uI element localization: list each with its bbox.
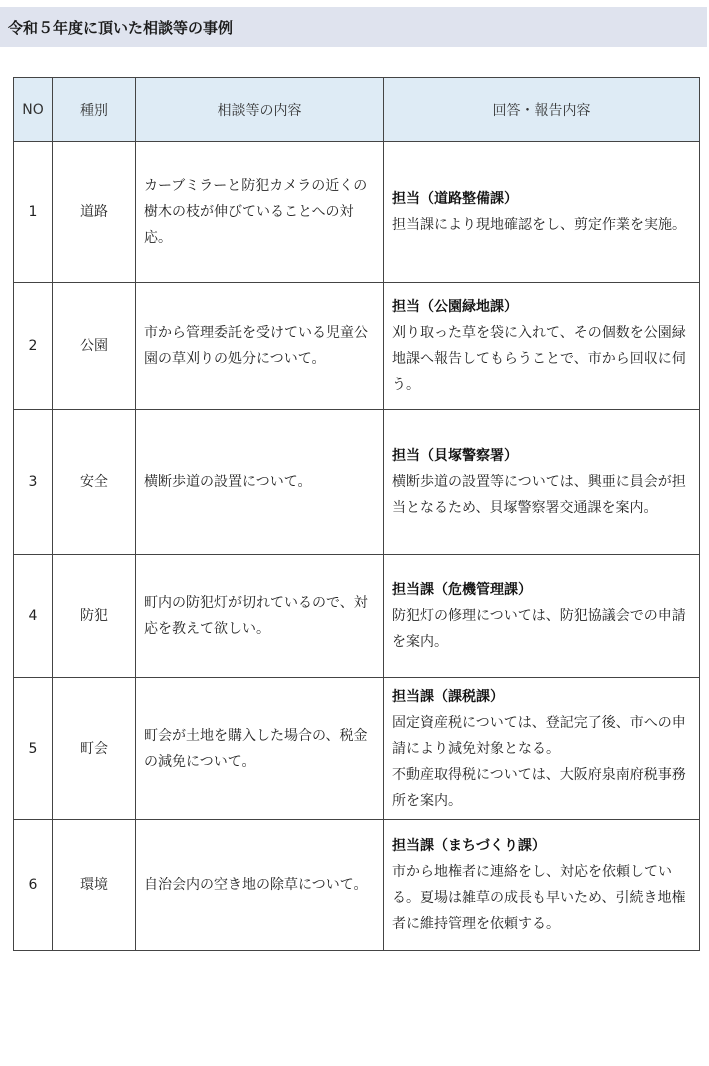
- header-no: NO: [14, 78, 53, 142]
- row-no: 6: [14, 820, 53, 951]
- table-header-row: [14, 78, 700, 142]
- row-content: 市から管理委託を受けている児童公園の草刈りの処分について。: [136, 283, 384, 410]
- row-content: 町会が土地を購入した場合の、税金の減免について。: [136, 678, 384, 820]
- answer-text: 不動産取得税については、大阪府泉南府税事務所を案内。: [392, 766, 686, 809]
- row-answer: [384, 142, 700, 283]
- answer-text: 市から地権者に連絡をし、対応を依頼している。夏場は雑草の成長も早いため、引続き地権者に維持管理を依頼する。: [392, 864, 686, 932]
- table-row: [14, 555, 700, 678]
- row-category: 環境: [53, 820, 136, 951]
- row-category: 道路: [53, 142, 136, 283]
- row-category: 町会: [53, 678, 136, 820]
- row-category: 安全: [53, 410, 136, 555]
- answer-text: 横断歩道の設置等については、興亜に員会が担当となるため、貝塚警察署交通課を案内。: [392, 474, 686, 516]
- answer-text: 防犯灯の修理については、防犯協議会での申請を案内。: [392, 608, 686, 650]
- row-answer: [384, 678, 700, 820]
- header-content: 相談等の内容: [136, 78, 384, 142]
- row-content: カーブミラーと防犯カメラの近くの樹木の枝が伸びていることへの対応。: [136, 142, 384, 283]
- row-content: 町内の防犯灯が切れているので、対応を教えて欲しい。: [136, 555, 384, 678]
- table-row: [14, 678, 700, 820]
- table-row: [14, 820, 700, 951]
- answer-text: 固定資産税については、登記完了後、市への申請により減免対象となる。: [392, 714, 686, 757]
- row-content: 横断歩道の設置について。: [136, 410, 384, 555]
- row-answer: [384, 820, 700, 951]
- answer-department: 担当（公園緑地課）: [392, 299, 518, 315]
- page-title: 令和５年度に頂いた相談等の事例: [0, 7, 707, 47]
- answer-department: 担当（道路整備課）: [392, 191, 518, 207]
- row-no: 3: [14, 410, 53, 555]
- consultation-table: [13, 77, 700, 951]
- row-category: 公園: [53, 283, 136, 410]
- answer-department: 担当（貝塚警察署）: [392, 448, 518, 464]
- row-no: 2: [14, 283, 53, 410]
- table-row: [14, 410, 700, 555]
- header-answer: 回答・報告内容: [384, 78, 700, 142]
- row-content: 自治会内の空き地の除草について。: [136, 820, 384, 951]
- table-row: [14, 142, 700, 283]
- table-row: [14, 283, 700, 410]
- answer-text: 担当課により現地確認をし、剪定作業を実施。: [392, 217, 686, 233]
- header-category: 種別: [53, 78, 136, 142]
- answer-department: 担当課（課税課）: [392, 688, 504, 705]
- answer-department: 担当課（まちづくり課）: [392, 838, 546, 854]
- row-no: 1: [14, 142, 53, 283]
- row-answer: [384, 410, 700, 555]
- row-no: 5: [14, 678, 53, 820]
- row-answer: [384, 555, 700, 678]
- row-answer: [384, 283, 700, 410]
- row-no: 4: [14, 555, 53, 678]
- answer-department: 担当課（危機管理課）: [392, 582, 532, 598]
- answer-text: 刈り取った草を袋に入れて、その個数を公園緑地課へ報告してもらうことで、市から回収に伺う。: [392, 325, 686, 393]
- row-category: 防犯: [53, 555, 136, 678]
